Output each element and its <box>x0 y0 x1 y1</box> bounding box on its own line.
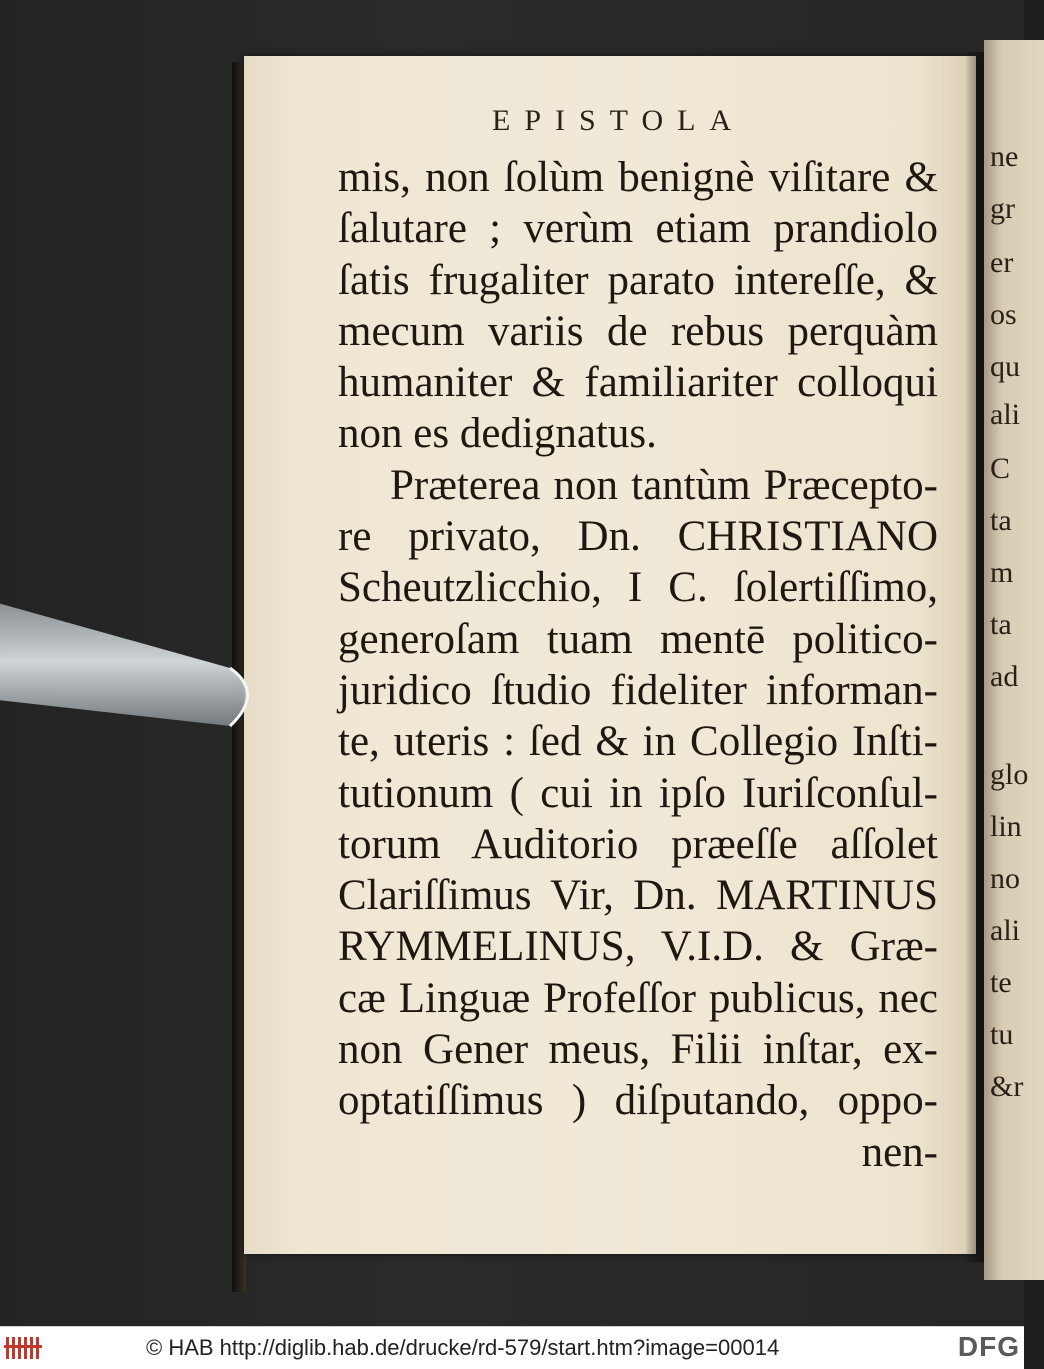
hab-logo-icon <box>4 1333 44 1363</box>
body-text <box>338 152 938 1178</box>
facing-fragment: no <box>990 862 1020 895</box>
facing-fragment: ne <box>990 140 1019 173</box>
footer-credit-link[interactable]: © HAB http://diglib.hab.de/drucke/rd-579/start.htm?image=00014 <box>146 1335 780 1360</box>
facing-fragment: te <box>990 966 1012 999</box>
gutter-shadow <box>966 52 986 1262</box>
facing-fragment: tu <box>990 1018 1014 1051</box>
text-line: juridico ſtudio fideliter informan- <box>338 666 938 714</box>
facing-fragment: os <box>990 298 1017 331</box>
facing-fragment: ali <box>990 914 1020 947</box>
text-line: non es dedignatus. <box>338 410 657 458</box>
text-line: mis, non ſolùm benignè viſitare & <box>338 154 938 201</box>
text-line: ſalutare ; verùm etiam prandiolo <box>338 205 938 253</box>
facing-fragment: m <box>990 556 1014 589</box>
text-line: RYMMELINUS, V.I.D. & Græ- <box>338 923 938 971</box>
text-line: re privato, Dn. CHRISTIANO <box>338 513 938 561</box>
facing-page <box>984 40 1044 1280</box>
text-line: tutionum ( cui in ipſo Iuriſconſul- <box>338 769 938 817</box>
text-line: non Gener meus, Filii inſtar, ex- <box>338 1026 938 1074</box>
text-line: cæ Linguæ Profeſſor publicus, nec <box>338 974 938 1022</box>
facing-fragment: ta <box>990 608 1012 641</box>
facing-fragment: gr <box>990 192 1015 225</box>
catchword: nen- <box>861 1128 938 1176</box>
facing-fragment: ad <box>990 660 1019 693</box>
facing-fragment: qu <box>990 350 1020 383</box>
text-line: torum Auditorio præeſſe aſſolet <box>338 820 938 868</box>
facing-fragment: ta <box>990 504 1012 537</box>
running-head: EPISTOLA <box>492 104 746 137</box>
page-clip <box>0 588 262 738</box>
text-line: Scheutzlicchio, I C. ſolertiſſimo, <box>338 564 938 612</box>
facing-fragment: C <box>990 452 1011 485</box>
facing-fragment: er <box>990 246 1014 279</box>
dfg-logo: DFG <box>957 1331 1020 1362</box>
text-line: optatiſſimus ) diſputando, oppo- <box>338 1077 938 1125</box>
text-line: ſatis frugaliter parato intereſſe, & <box>338 256 938 304</box>
facing-fragment: lin <box>990 810 1022 843</box>
text-line: Præterea non tantùm Præcepto- <box>390 461 938 509</box>
text-line: humaniter & familiariter colloqui <box>338 359 938 407</box>
facing-fragment: &r <box>990 1070 1024 1103</box>
footer-bar <box>0 1326 1024 1369</box>
text-line: te, uteris : ſed & in Collegio Inſti- <box>338 718 938 766</box>
text-line: mecum variis de rebus perquàm <box>338 307 938 355</box>
facing-fragment: glo <box>990 758 1029 791</box>
facing-fragment: ali <box>990 398 1020 431</box>
text-line: Clariſſimus Vir, Dn. MARTINUS <box>338 872 938 920</box>
text-line: generoſam tuam mentē politico- <box>338 615 938 663</box>
